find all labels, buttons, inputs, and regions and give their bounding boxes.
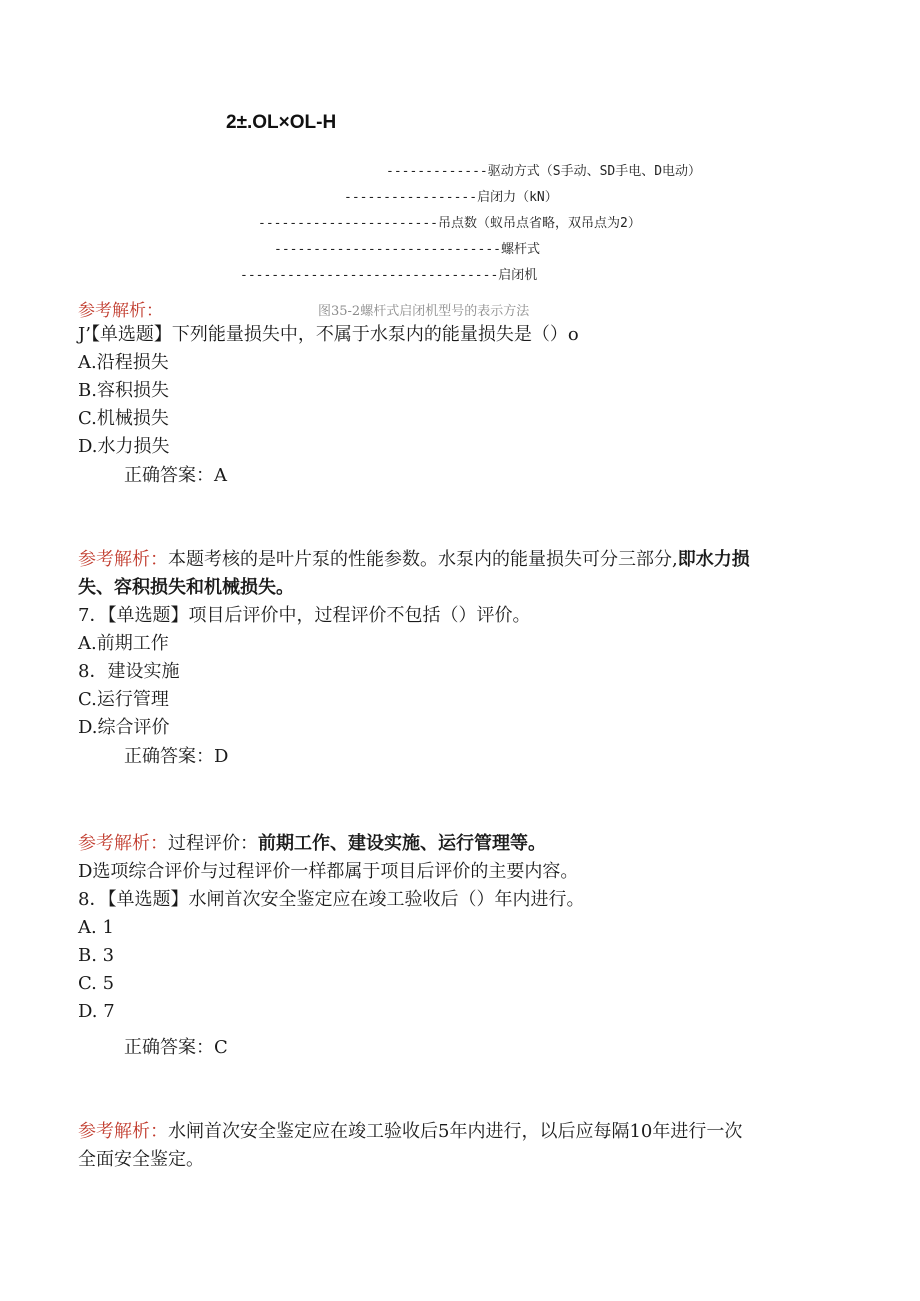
figure-model-code: 2±.OL×OL-H (226, 112, 337, 133)
q7-answer: 正确答案：D (124, 746, 229, 767)
figure-line-label: 螺杆式 (500, 242, 540, 257)
figure-line-dashes: ----------------------- (258, 216, 439, 231)
q8-option-c: C. 5 (78, 973, 115, 994)
figure-line-label: 启闭机 (498, 268, 538, 283)
q6-ref-label: 参考解析： (78, 301, 163, 321)
q6-answer: 正确答案：A (124, 465, 227, 486)
figure-line-hoist (240, 264, 537, 283)
q8-answer: 正确答案：C (124, 1037, 228, 1058)
q6-question: J’【单选题】下列能量损失中，不属于水泵内的能量损失是（）o (78, 324, 579, 345)
figure-line-dashes: ------------- (386, 164, 488, 179)
q8-explanation-label: 参考解析： (78, 1121, 168, 1142)
q7-explanation-line2: D选项综合评价与过程评价一样都属于项目后评价的主要内容。 (78, 861, 579, 882)
q8-explanation (78, 1118, 742, 1146)
q6-explanation-line2: 失、容积损失和机械损失。 (78, 577, 294, 598)
q7-option-c: C.运行管理 (78, 689, 169, 710)
q6-option-d: D.水力损失 (78, 436, 170, 457)
q6-explanation-plain: 本题考核的是叶片泵的性能参数。水泵内的能量损失可分三部分, (168, 549, 678, 570)
q8-option-b: B. 3 (78, 945, 115, 966)
q7-option-a: A.前期工作 (78, 633, 169, 654)
figure-line-points (258, 212, 641, 231)
figure-line-label: 启闭力（kN） (477, 190, 558, 205)
q7-option-d: D.综合评价 (78, 717, 170, 738)
q7-explanation-label: 参考解析： (78, 833, 168, 854)
q8-option-a: A. 1 (78, 917, 114, 938)
q7-option-b: 8．建设实施 (78, 661, 180, 682)
figure-line-drive (386, 160, 701, 179)
q6-explanation-label: 参考解析： (78, 549, 168, 570)
q8-question: 8．【单选题】水闸首次安全鉴定应在竣工验收后（）年内进行。 (78, 889, 585, 910)
q7-explanation (78, 830, 546, 858)
q6-explanation (78, 546, 750, 574)
q6-option-c: C.机械损失 (78, 408, 169, 429)
q6-option-b: B.容积损失 (78, 380, 169, 401)
q8-explanation-line2: 全面安全鉴定。 (78, 1149, 204, 1170)
figure-line-label: 驱动方式（S手动、SD手电、D电动） (487, 164, 702, 179)
figure-line-force (344, 186, 558, 205)
q7-question: 7．【单选题】项目后评价中，过程评价不包括（）评价。 (78, 605, 531, 626)
q6-option-a: A.沿程损失 (78, 352, 169, 373)
figure-line-screw (274, 238, 540, 257)
figure-line-label: 吊点数（蚁吊点省略，双吊点为2） (438, 216, 641, 231)
figure-line-dashes: ----------------------------- (274, 242, 501, 257)
figure-caption: 图35-2螺杆式启闭机型号的表示方法 (318, 304, 530, 319)
figure-line-dashes: --------------------------------- (240, 268, 499, 283)
q8-option-d: D. 7 (78, 1001, 115, 1022)
figure-line-dashes: ----------------- (344, 190, 478, 205)
q6-explanation-bold: 即水力损 (677, 549, 750, 570)
q8-explanation-line1: 水闸首次安全鉴定应在竣工验收后5年内进行，以后应每隔10年进行一次 (168, 1121, 743, 1142)
q7-explanation-bold: 前期工作、建设实施、运行管理等。 (258, 833, 546, 854)
q7-explanation-plain: 过程评价： (168, 833, 258, 854)
